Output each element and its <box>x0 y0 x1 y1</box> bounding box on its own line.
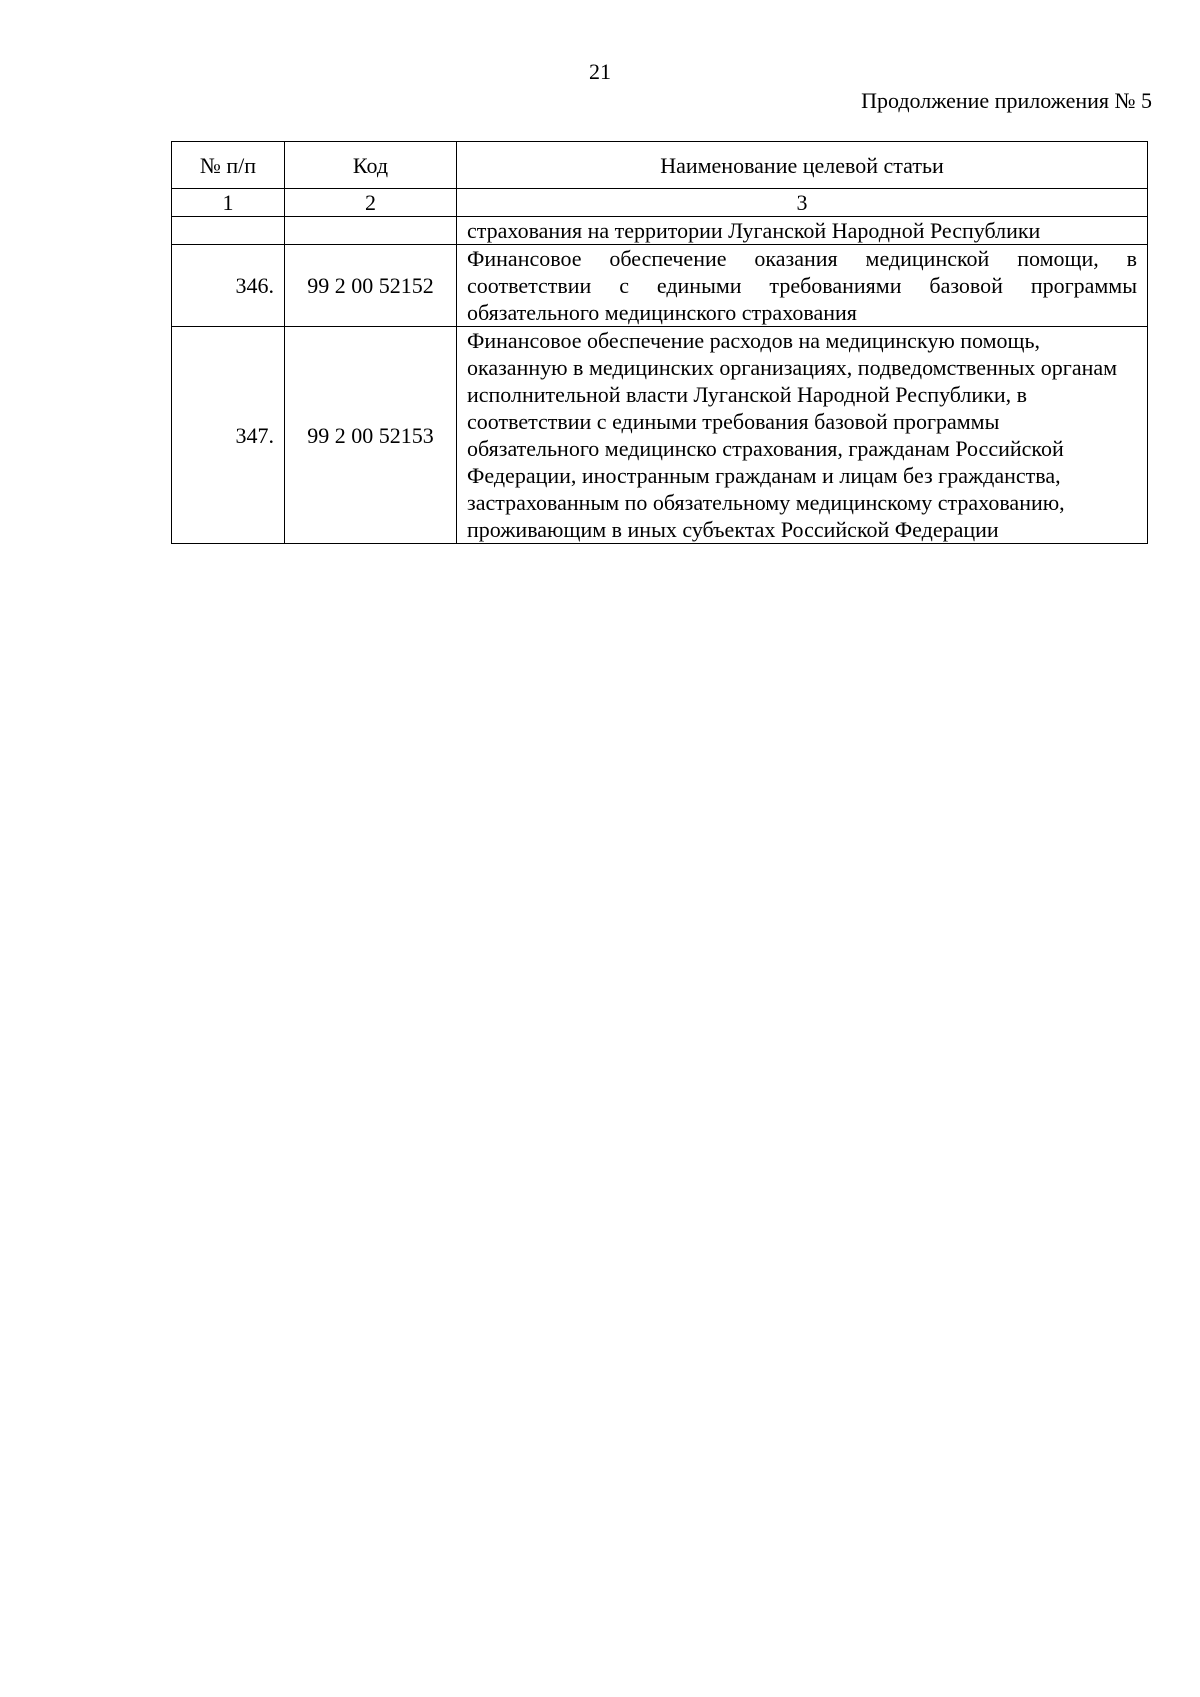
table-row <box>172 217 1148 245</box>
row-code: 99 2 00 52152 <box>285 245 457 327</box>
target-items-table <box>171 141 1148 544</box>
row-number: 347. <box>172 327 285 544</box>
row-item-name: страхования на территории Луганской Народной Республики <box>457 217 1148 245</box>
header-item-name: Наименование целевой статьи <box>457 142 1148 189</box>
table-row <box>172 327 1148 544</box>
header-number: № п/п <box>172 142 285 189</box>
row-item-name: Финансовое обеспечение расходов на медицинскую помощь, оказанную в медицинских организациях, подведомственных органам исполнительной власти Луганской Народной Республики, в соответствии с едиными требования базовой программы обязательного медицинско страхования, гражданам Российской Федерации, иностранным гражданам и лицам без гражданства, застрахованным по обязательному медицинскому страхованию, проживающим в иных субъектах Российской Федерации <box>457 327 1148 544</box>
table-row <box>172 245 1148 327</box>
row-code <box>285 217 457 245</box>
appendix-continuation-note: Продолжение приложения № 5 <box>861 88 1152 113</box>
row-code: 99 2 00 52153 <box>285 327 457 544</box>
row-item-name: Финансовое обеспечение оказания медицинской помощи, в соответствии с едиными требованиями базовой программы обязательного медицинского страхования <box>457 245 1148 327</box>
column-number-2: 2 <box>285 189 457 217</box>
column-number-1: 1 <box>172 189 285 217</box>
page-number: 21 <box>589 59 611 84</box>
row-number: 346. <box>172 245 285 327</box>
row-number <box>172 217 285 245</box>
column-numbers-row <box>172 189 1148 217</box>
header-code: Код <box>285 142 457 189</box>
column-number-3: 3 <box>457 189 1148 217</box>
table-header-row <box>172 142 1148 189</box>
